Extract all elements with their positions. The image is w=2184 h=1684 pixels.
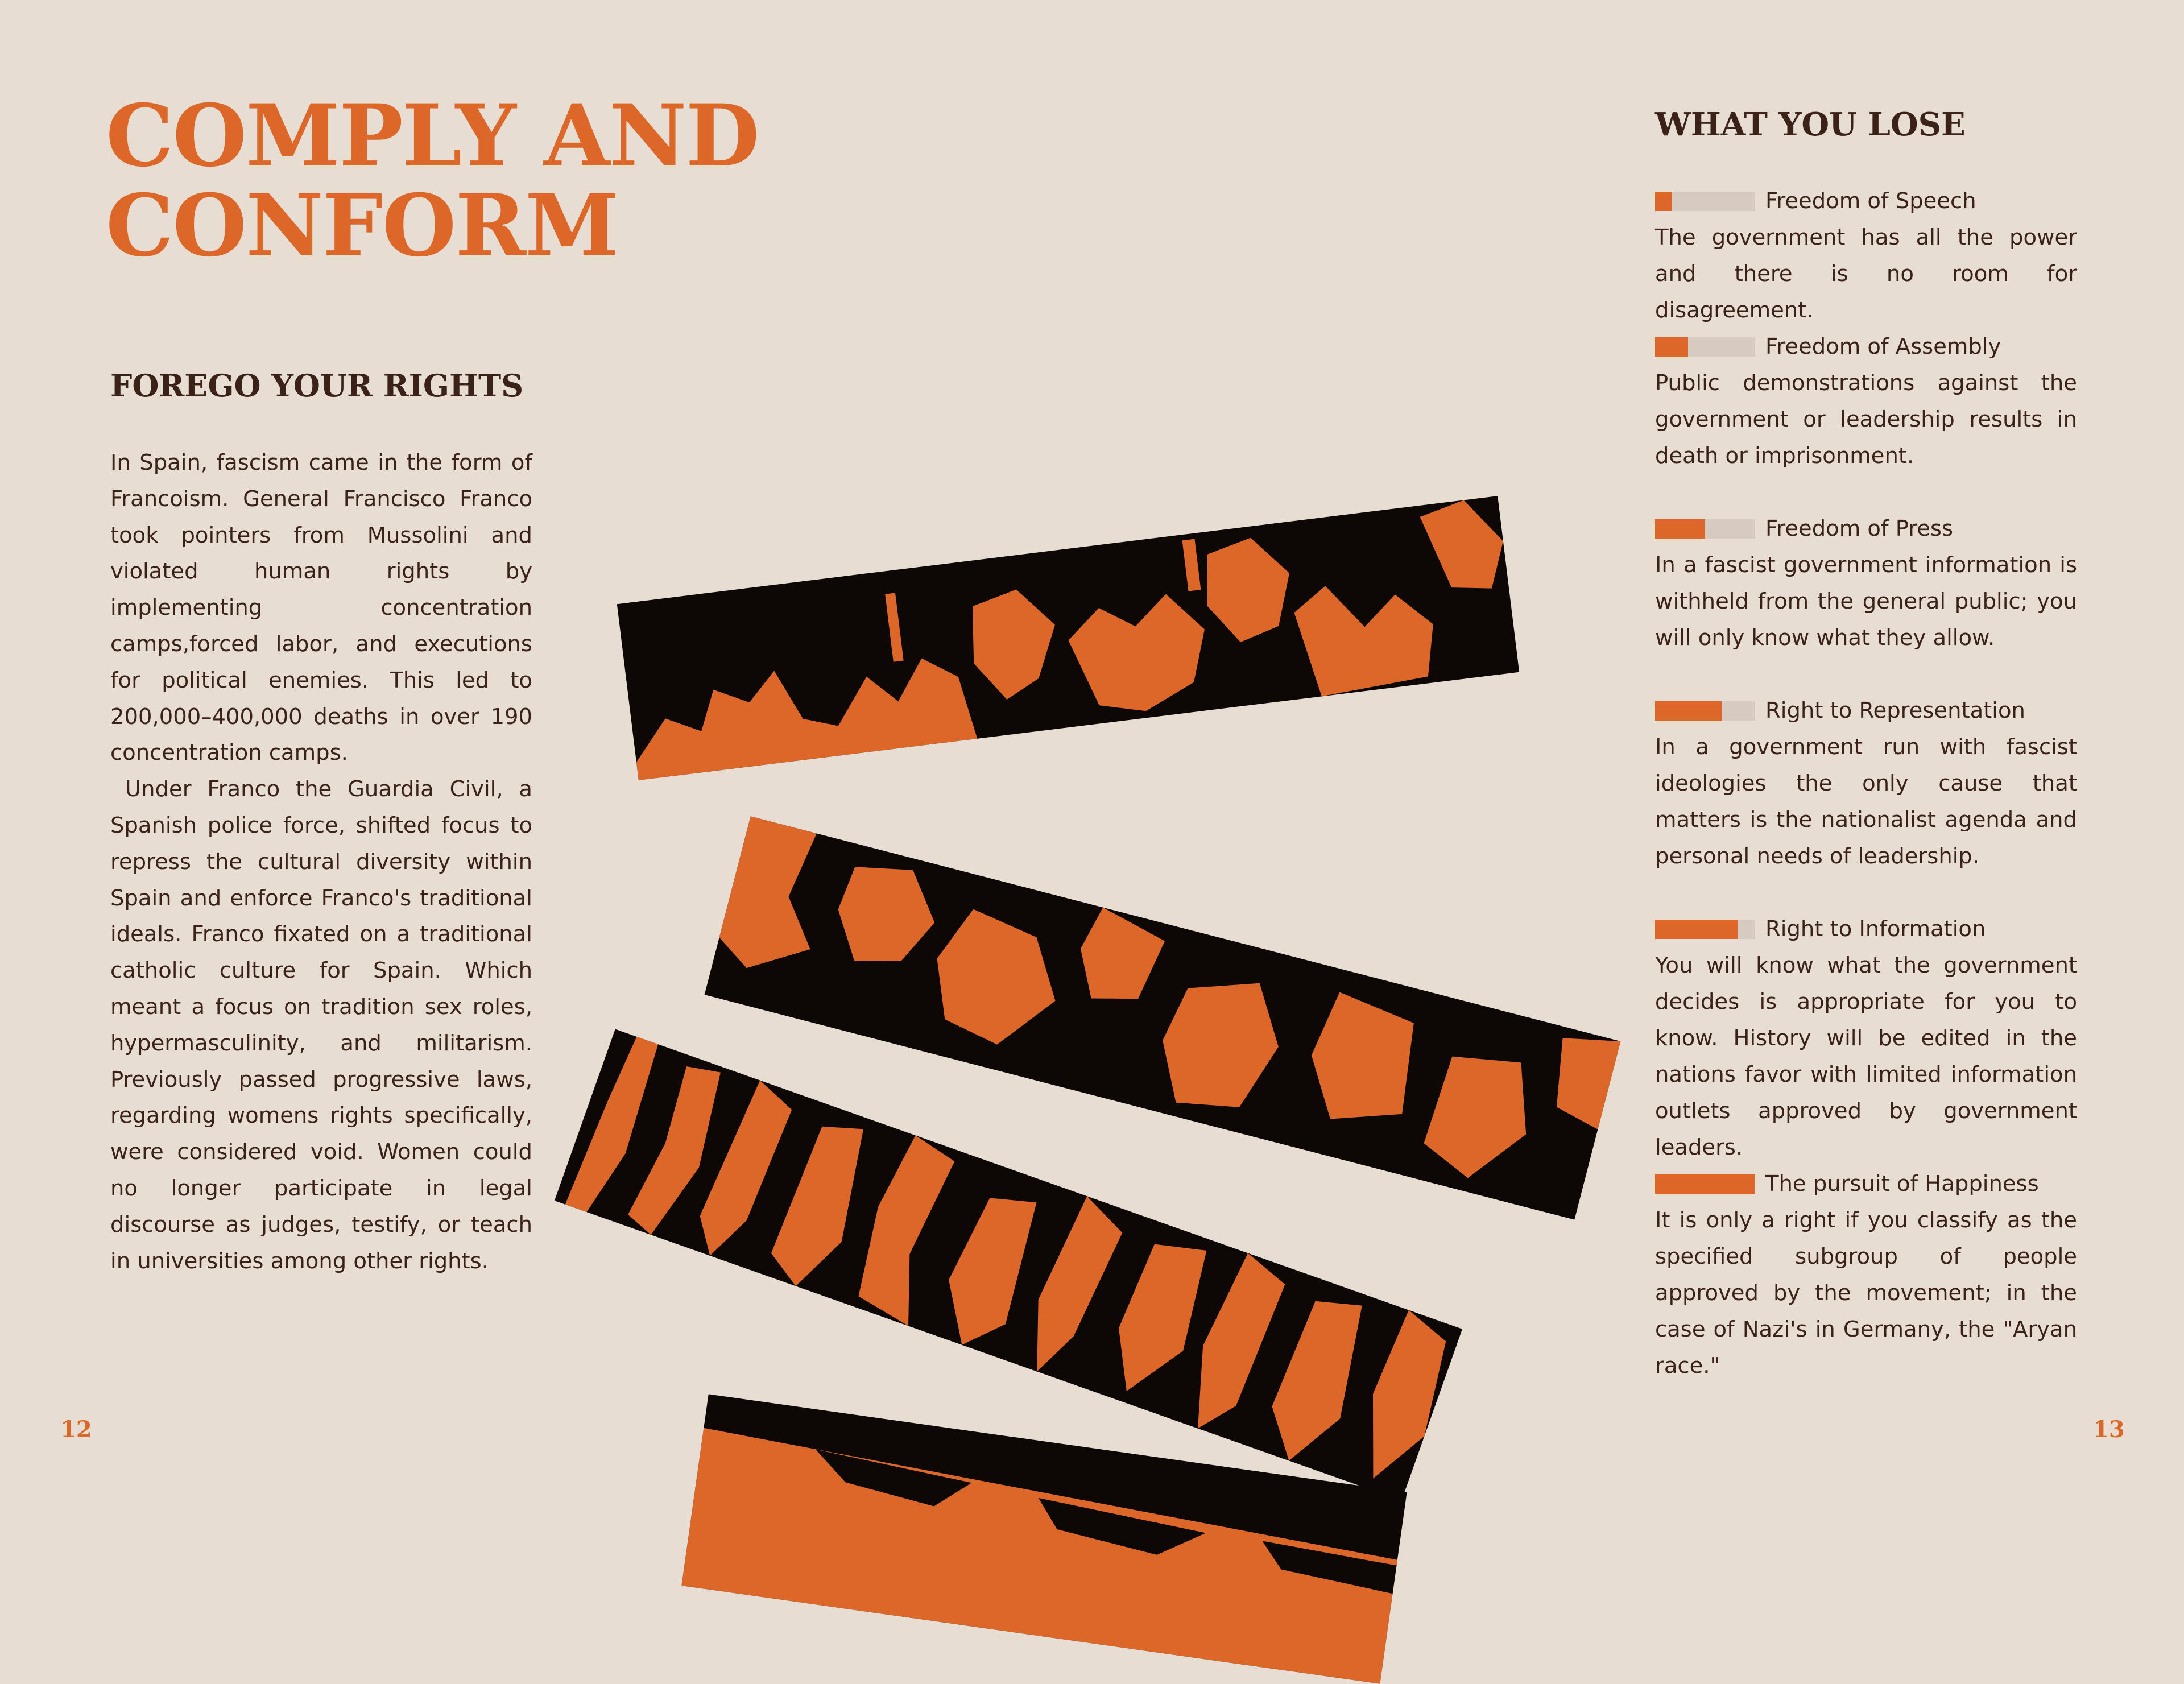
rights-item bbox=[1655, 183, 2077, 329]
photo-strip-1-graphic bbox=[617, 496, 1519, 780]
rights-item-description: In a fascist government information is withheld from the general public; you will only know what they allow. bbox=[1655, 552, 2077, 651]
rights-item-label: Freedom of Assembly bbox=[1765, 334, 2001, 359]
body-paragraph: Under Franco the Guardia Civil, a Spanish police force, shifted focus to repress the cultural diversity within Spain and enforce Franco's traditional ideals. Franco fixated on a traditional catholic culture for Spain. Which meant a focus on tradition sex roles, hypermasculinity, and militarism. Previously passed progressive laws, regarding womens rights specifically, were considered void. Women could no longer participate in legal discourse as judges, testify, or teach in universities among other rights. bbox=[110, 776, 532, 1274]
rights-level-bar bbox=[1655, 701, 1755, 721]
rights-item-description: The government has all the power and there is no room for disagreement. bbox=[1655, 225, 2077, 323]
page-number-left: 12 bbox=[60, 1416, 92, 1443]
rights-item-description: In a government run with fascist ideologies the only cause that matters is the nationalist agenda and personal needs of leadership. bbox=[1655, 734, 2077, 869]
what-you-lose-heading: WHAT YOU LOSE bbox=[1655, 106, 1966, 143]
rights-level-bar bbox=[1655, 1174, 1755, 1194]
rights-level-bar bbox=[1655, 920, 1755, 939]
rights-level-fill bbox=[1655, 337, 1688, 357]
rights-level-fill bbox=[1655, 701, 1722, 721]
rights-item-label: Right to Representation bbox=[1765, 698, 2025, 723]
rights-item bbox=[1655, 693, 2077, 875]
rights-item bbox=[1655, 911, 2077, 1166]
rights-level-bar bbox=[1655, 337, 1755, 357]
rights-level-bar bbox=[1655, 519, 1755, 539]
rights-item bbox=[1655, 1166, 2077, 1384]
rights-level-fill bbox=[1655, 192, 1672, 211]
rights-level-fill bbox=[1655, 920, 1738, 939]
body-text bbox=[110, 445, 532, 1279]
rights-item-description: You will know what the government decides is appropriate for you to know. History will be edited in the nations favor with limited information outlets approved by government leaders. bbox=[1655, 953, 2077, 1160]
rights-item bbox=[1655, 511, 2077, 656]
rights-item-description: Public demonstrations against the government or leadership results in death or imprisonment. bbox=[1655, 370, 2077, 469]
rights-item-description: It is only a right if you classify as the specified subgroup of people approved by the movement; in the case of Nazi's in Germany, the "Aryan race." bbox=[1655, 1207, 2077, 1379]
rights-item-label: The pursuit of Happiness bbox=[1765, 1171, 2039, 1197]
page-number-right: 13 bbox=[2093, 1416, 2125, 1443]
rights-item-label: Right to Information bbox=[1765, 916, 1986, 942]
rights-item bbox=[1655, 329, 2077, 474]
page-title: COMPLY AND CONFORM bbox=[106, 86, 759, 276]
rights-level-fill bbox=[1655, 519, 1705, 539]
rights-level-fill bbox=[1655, 1174, 1755, 1194]
rights-item-label: Freedom of Press bbox=[1765, 516, 1954, 541]
photo-strip-1 bbox=[617, 496, 1519, 780]
section-subheading: FOREGO YOUR RIGHTS bbox=[110, 367, 524, 404]
rights-item-label: Freedom of Speech bbox=[1765, 188, 1976, 214]
body-paragraph: In Spain, fascism came in the form of Francoism. General Francisco Franco took pointers from Mussolini and violated human rights by implementing concentration camps,forced labor, and executions for political enemies. This led to 200,000–400,000 deaths in over 190 concentration camps. bbox=[110, 450, 532, 766]
rights-level-bar bbox=[1655, 192, 1755, 211]
